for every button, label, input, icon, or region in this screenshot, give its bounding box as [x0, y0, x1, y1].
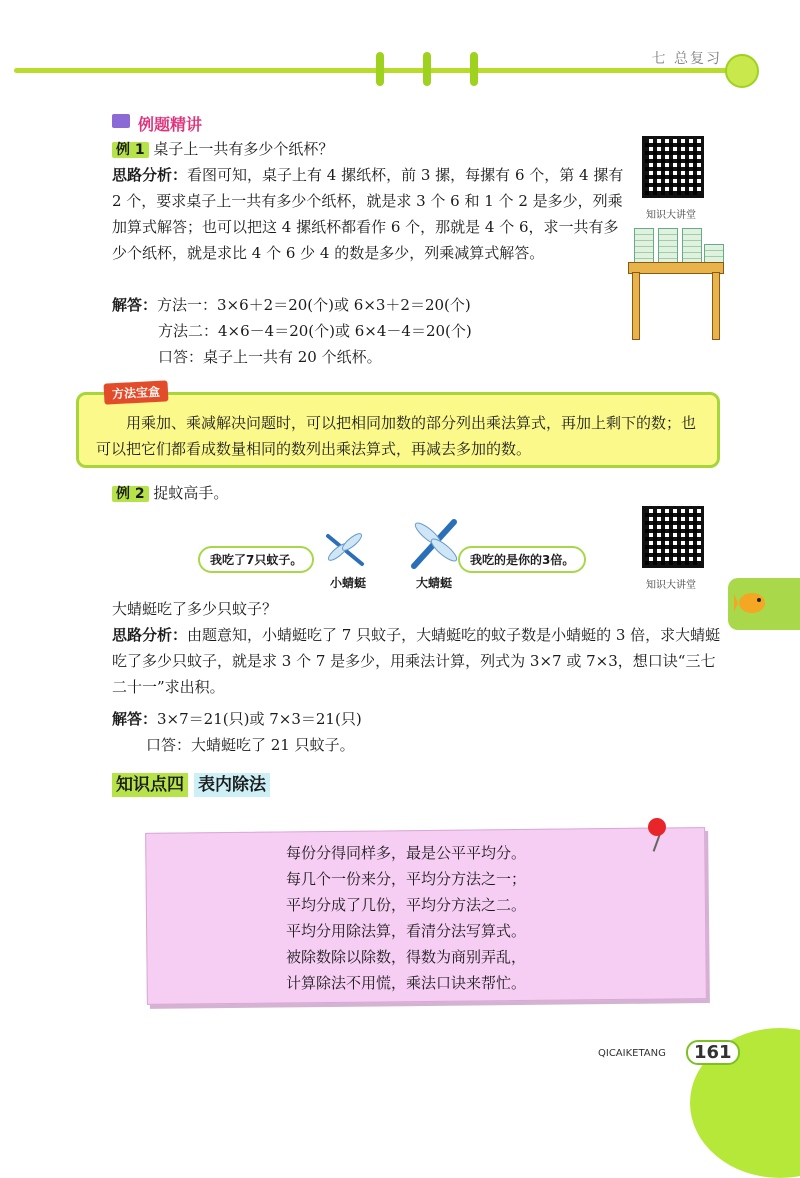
fish-icon — [734, 588, 768, 618]
speech-bubble-small: 我吃了7只蚊子。 — [198, 546, 314, 573]
cup-stack-icon — [634, 228, 654, 266]
analysis-label: 思路分析： — [112, 166, 188, 184]
example2-question: 大蜻蜓吃了多少只蚊子？ — [112, 600, 278, 618]
example1-question — [112, 136, 632, 163]
example1-answer — [112, 292, 471, 318]
section-title: 例题精讲 — [138, 115, 203, 134]
big-dragonfly-icon — [406, 516, 462, 572]
table-icon — [628, 262, 724, 274]
method-tag: 方法宝盒 — [103, 380, 168, 404]
poem-line: 被除数除以除数，得数为商别弄乱， — [286, 948, 527, 966]
poem-line: 每份分得同样多，最是公平平均分。 — [286, 844, 527, 862]
example1-reply: 口答：桌子上一共有 20 个纸杯。 — [158, 348, 382, 366]
big-dragonfly-label: 大蜻蜓 — [416, 576, 453, 590]
analysis-text: 由题意知，小蜻蜓吃了 7 只蚊子，大蜻蜓吃的蚊子数是小蜻蜓的 3 倍，求大蜻蜓吃了多少只蚊子，就是求 3 个 7 是多少，用乘法计算，列式为 3×7 或 7×3，想口诀“三七二十一”求出积。 — [112, 626, 721, 696]
qr-label: 知识大讲堂 — [646, 210, 696, 221]
qr-label: 知识大讲堂 — [646, 580, 696, 591]
example2-answer — [112, 706, 362, 732]
knowledge-point-title: 表内除法 — [194, 773, 270, 797]
page-number: 161 — [686, 1040, 740, 1065]
small-dragonfly-label: 小蜻蜓 — [330, 576, 367, 590]
poem-line: 每几个一份来分，平均分方法之一； — [286, 870, 527, 888]
cup-stack-icon — [682, 228, 702, 266]
chapter-badge-icon — [725, 54, 759, 88]
pushpin-icon — [648, 818, 666, 836]
header-peg — [470, 52, 478, 86]
poem-line: 平均分用除法算，看清分法写算式。 — [286, 922, 527, 940]
answer-label: 解答： — [112, 296, 158, 314]
analysis-label: 思路分析： — [112, 626, 188, 644]
method-text: 用乘加、乘减解决问题时，可以把相同加数的部分列出乘法算式，再加上剩下的数；也可以把它们都看成数量相同的数列出乘法算式，再减去多加的数。 — [96, 414, 697, 458]
knowledge-point-tag — [112, 770, 270, 795]
knowledge-point-number: 知识点四 — [112, 773, 188, 797]
qr-code-icon[interactable] — [642, 506, 704, 568]
book-icon — [112, 114, 130, 128]
example1-badge: 例 1 — [112, 142, 149, 158]
header-peg — [423, 52, 431, 86]
chapter-title: 七 总复习 — [651, 51, 722, 67]
answer-text: 3×7＝21(只)或 7×3＝21(只) — [157, 710, 362, 728]
table-leg — [632, 272, 640, 340]
example1-question-text: 桌子上一共有多少个纸杯？ — [153, 140, 334, 158]
poem-line: 平均分成了几份，平均分方法之二。 — [286, 896, 527, 914]
cup-stack-icon — [658, 228, 678, 266]
qr-code-icon[interactable] — [642, 136, 704, 198]
example2-title — [112, 480, 228, 507]
example2-reply: 口答：大蜻蜓吃了 21 只蚊子。 — [146, 736, 355, 754]
speech-bubble-big: 我吃的是你的3倍。 — [458, 546, 586, 573]
method1-line: 方法一：3×6＋2＝20(个)或 6×3＋2＝20(个) — [157, 296, 471, 314]
poem-text — [286, 840, 526, 996]
analysis-text: 看图可知，桌子上有 4 摞纸杯，前 3 摞，每摞有 6 个，第 4 摞有 2 个，要求桌子上一共有多少个纸杯，就是求 3 个 6 和 1 个 2 是多少，列乘加算式解答；也可以把这 4 摞纸杯都看作 6 个，那就是 4 个 6，求一共有多少个纸杯，就是求比 4 个 6 少 4 的数是多少，列乘减算式解答。 — [112, 166, 624, 262]
example2-badge: 例 2 — [112, 486, 149, 502]
small-dragonfly-icon — [322, 530, 368, 570]
example1-analysis — [112, 162, 632, 266]
example2-title-text: 捉蚊高手。 — [153, 484, 229, 502]
example2-analysis — [112, 622, 722, 700]
answer-label: 解答： — [112, 710, 158, 728]
footer-brand: QICAIKETANG — [598, 1048, 666, 1059]
method2-line: 方法二：4×6－4＝20(个)或 6×4－4＝20(个) — [158, 322, 472, 340]
header-peg — [376, 52, 384, 86]
table-leg — [712, 272, 720, 340]
poem-line: 计算除法不用慌，乘法口诀来帮忙。 — [286, 974, 527, 992]
